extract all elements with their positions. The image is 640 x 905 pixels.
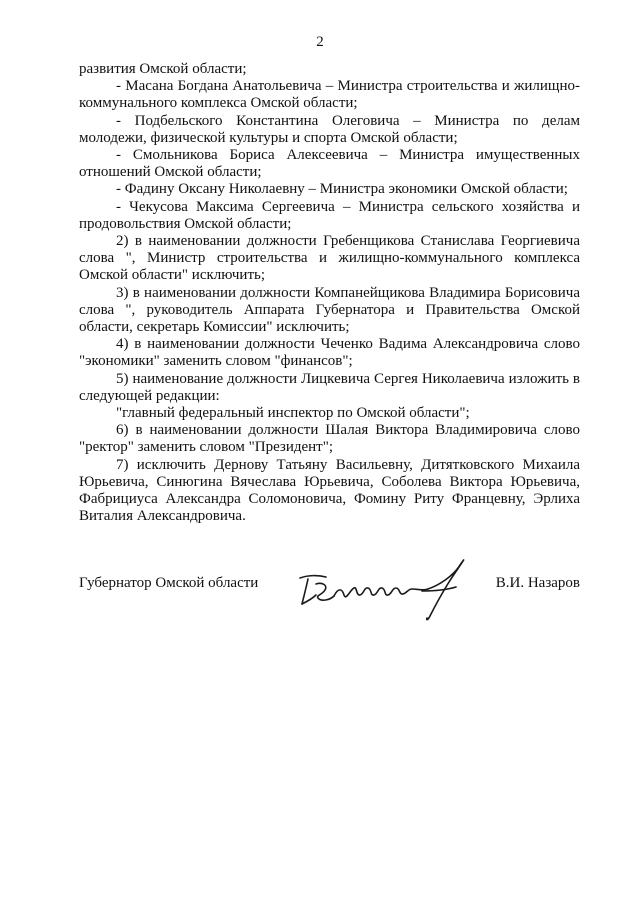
paragraph: - Чекусова Максима Сергеевича – Министра сельского хозяйства и продовольствия Омской области; xyxy=(79,198,580,232)
paragraph: развития Омской области; xyxy=(79,61,247,77)
paragraph: - Масана Богдана Анатольевича – Министра строительства и жилищно-коммунального комплекса Омской области; xyxy=(79,78,580,112)
page-number: 2 xyxy=(316,34,324,50)
signatory-title: Губернатор Омской области xyxy=(79,575,259,591)
paragraph: - Смольникова Бориса Алексеевича – Министра имущественных отношений Омской области; xyxy=(79,147,580,181)
paragraph: "главный федеральный инспектор по Омской области"; xyxy=(116,405,470,422)
paragraph: 4) в наименовании должности Чеченко Вадима Александровича слово "экономики" заменить словом "финансов"; xyxy=(79,336,580,370)
signature-block xyxy=(79,558,580,628)
paragraph: 2) в наименовании должности Гребенщикова Станислава Георгиевича слова ", Министр строительства и жилищно-коммунального комплекса Омской области" исключить; xyxy=(79,233,580,284)
paragraph: 5) наименование должности Лицкевича Сергея Николаевича изложить в следующей редакции: xyxy=(79,370,580,404)
handwritten-signature xyxy=(294,558,474,623)
paragraph: - Подбельского Константина Олеговича – Министра по делам молодежи, физической культуры и спорта Омской области; xyxy=(79,112,580,146)
paragraph: 7) исключить Дернову Татьяну Васильевну, Дитятковского Михаила Юрьевича, Синюгина Вячеслава Юрьевича, Соболева Виктора Юрьевича, Фабрициуса Александра Соломоновича, Фомину Риту Францевну, Эрлиха Виталия Александровича. xyxy=(79,456,580,525)
paragraph: 6) в наименовании должности Шалая Виктора Владимировича слово "ректор" заменить словом "Президент"; xyxy=(79,422,580,456)
paragraph: 3) в наименовании должности Компанейщикова Владимира Борисовича слова ", руководитель Аппарата Губернатора и Правительства Омской области, секретарь Комиссии" исключить; xyxy=(79,284,580,336)
paragraph: - Фадину Оксану Николаевну – Министра экономики Омской области; xyxy=(116,181,568,198)
signatory-name: В.И. Назаров xyxy=(495,575,580,591)
document-body xyxy=(79,61,580,525)
